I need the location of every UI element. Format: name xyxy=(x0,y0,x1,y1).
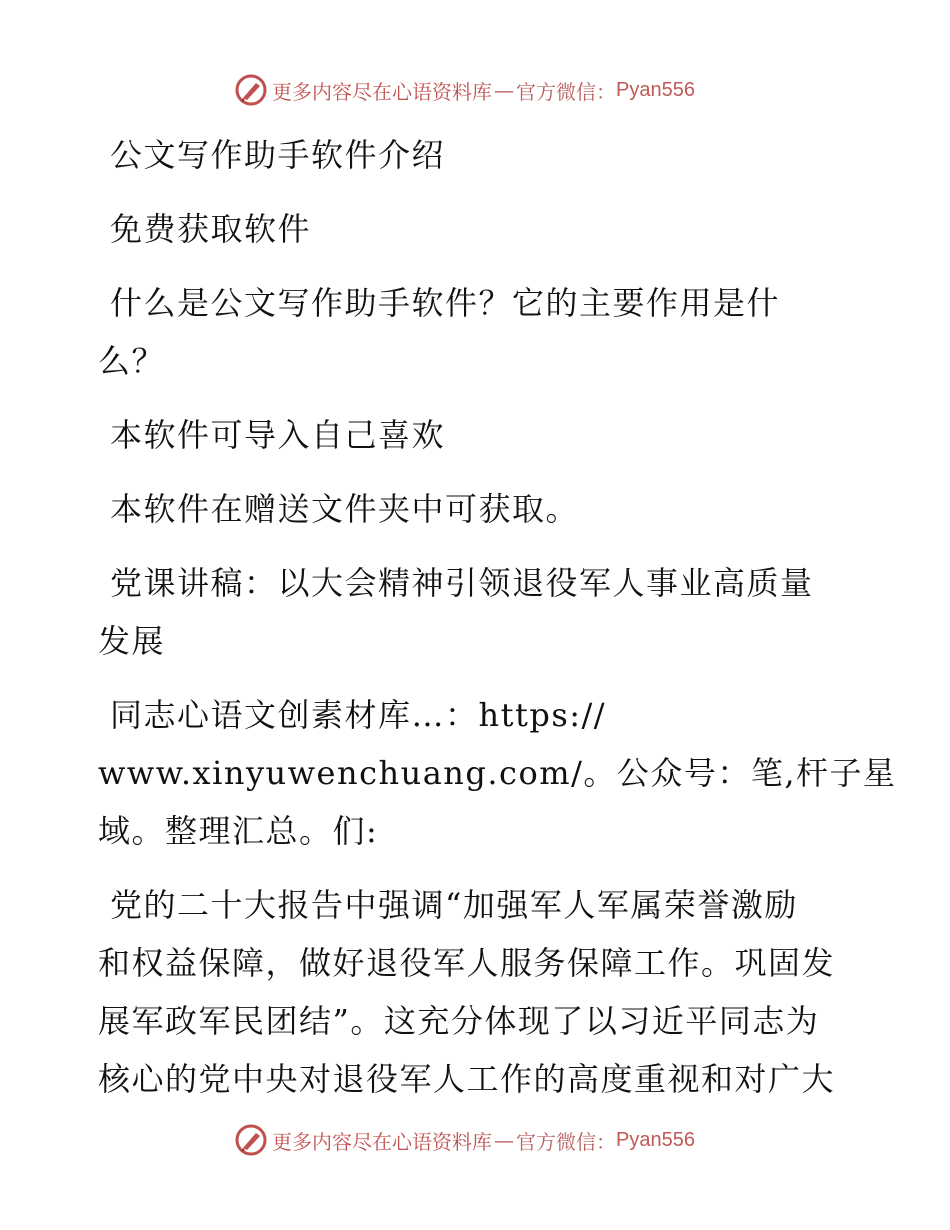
paragraph-lecture-title xyxy=(98,554,858,670)
text-line: www.xinyuwenchuang.com/。公众号：笔,杆子星 xyxy=(98,754,897,792)
paragraph-source xyxy=(98,686,897,860)
pen-logo-icon xyxy=(234,1123,268,1157)
text-line: 核心的党中央对退役军人工作的高度重视和对广大 xyxy=(98,1060,836,1098)
paragraph-import xyxy=(98,406,858,464)
paragraph-what-is-software xyxy=(98,274,858,390)
text-line: 本软件可导入自己喜欢 xyxy=(110,416,446,454)
banner-wechat-id: Pyan556 xyxy=(616,1128,695,1151)
paragraph-gift-folder xyxy=(98,480,858,538)
text-line: 党的二十大报告中强调“加强军人军属荣誉激励 xyxy=(110,886,798,924)
paragraph-free-software xyxy=(98,200,858,258)
text-line: 展军政军民团结”。这充分体现了以习近平同志为 xyxy=(98,1002,820,1040)
banner-wechat-id: Pyan556 xyxy=(616,78,695,101)
text-line: 同志心语文创素材库…：https:// xyxy=(110,696,607,734)
banner-text: 更多内容尽在心语资料库 xyxy=(272,1129,492,1154)
footer-banner xyxy=(234,1122,695,1158)
banner-wechat-label: 官方微信： xyxy=(516,79,616,104)
text-line: 么？ xyxy=(98,342,166,380)
text-line: 和权益保障，做好退役军人服务保障工作。巩固发 xyxy=(98,944,836,982)
banner-separator: — xyxy=(494,1128,514,1152)
banner-text: 更多内容尽在心语资料库 xyxy=(272,79,492,104)
paragraph-software-intro xyxy=(98,126,858,184)
text-line: 什么是公文写作助手软件？它的主要作用是什 xyxy=(110,284,781,322)
header-banner xyxy=(234,72,695,108)
document-body xyxy=(98,126,897,1108)
banner-wechat-label: 官方微信： xyxy=(516,1129,616,1154)
text-line: 本软件在赠送文件夹中可获取。 xyxy=(110,490,580,528)
text-line: 公文写作助手软件介绍 xyxy=(110,136,446,174)
text-line: 免费获取软件 xyxy=(110,210,312,248)
text-line: 发展 xyxy=(98,622,166,660)
banner-separator: — xyxy=(494,78,514,102)
pen-logo-icon xyxy=(234,73,268,107)
paragraph-report xyxy=(98,876,858,1108)
text-line: 党课讲稿：以大会精神引领退役军人事业高质量 xyxy=(110,564,814,602)
text-line: 域。整理汇总。们: xyxy=(98,812,379,850)
